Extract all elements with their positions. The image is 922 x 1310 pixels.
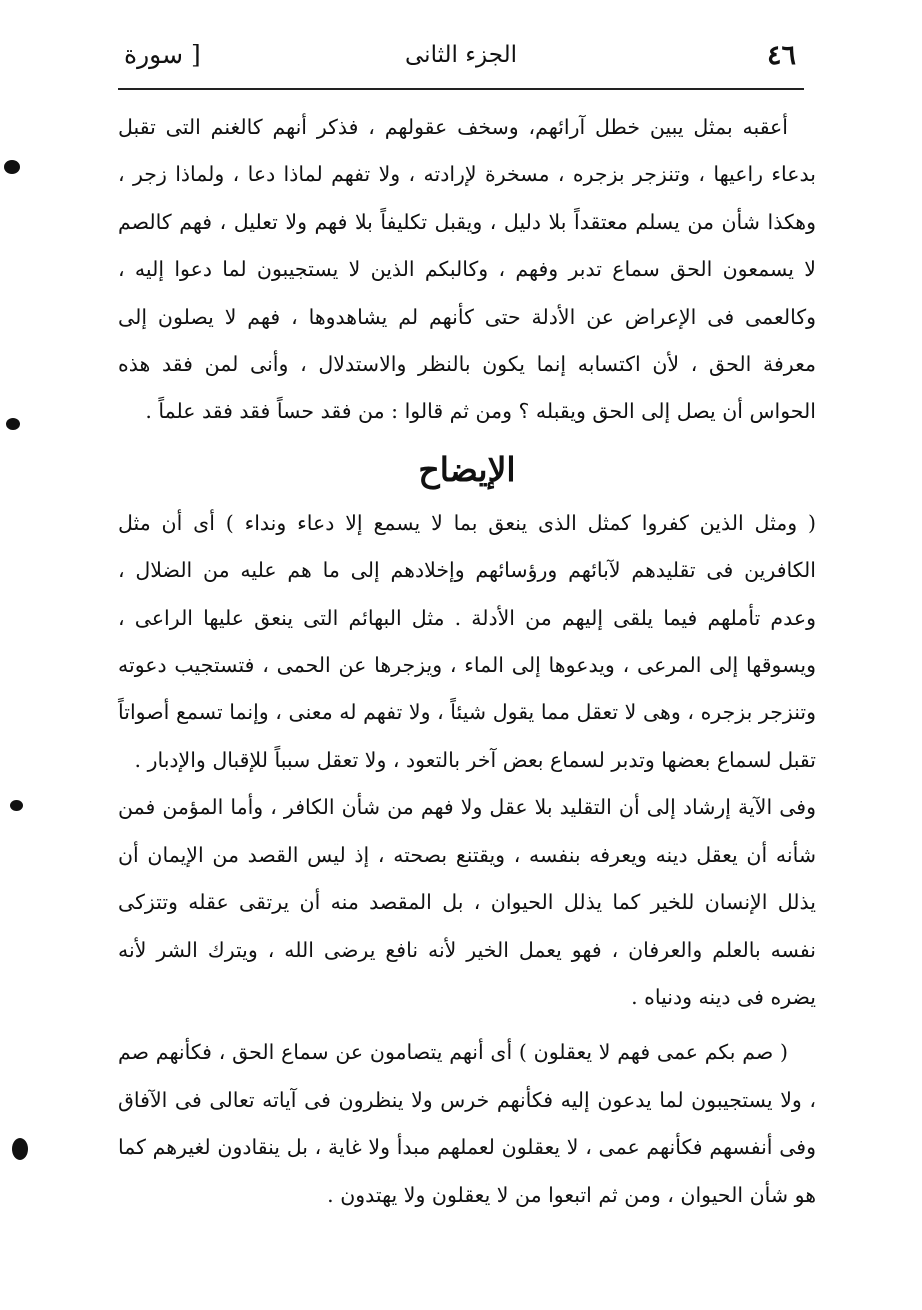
surah-label: [ سورة — [124, 40, 201, 69]
section-heading: الإيضاح — [418, 449, 516, 489]
header-rule — [118, 88, 804, 90]
intro-paragraph: أعقبه بمثل يبين خطل آرائهم، وسخف عقولهم ، فذكر أنهم كالغنم التى تقبل بدعاء راعيها ، وتنزجر بزجره ، مسخرة لإرادته ، ولا تفهم لماذا دعا ، ولماذا زجر ، وهكذا شأن من يسلم معتقداً بلا دليل ، ويقبل تكليفاً بلا فهم ولا تعليل ، فهم كالصم لا يسمعون الحق سماع تدبر وفهم ، وكالبكم الذين لا يستجيبون لما دعوا إليه ، وكالعمى فى الإعراض عن الأدلة حتى كأنهم لم يشاهدوها ، فهم لا يصلون إلى معرفة الحق ، لأن اكتسابه إنما يكون بالنظر والاستدلال ، وأنى لمن فقد هذه الحواس أن يصل إلى الحق ويقبله ؟ ومن ثم قالوا : من فقد حساً فقد فقد علماً . — [118, 115, 816, 424]
scan-blot — [6, 418, 20, 430]
scan-blot — [12, 1138, 28, 1160]
page-header — [118, 30, 804, 90]
page-body — [118, 104, 816, 1219]
explanation-paragraph-3: ( صم بكم عمى فهم لا يعقلون ) أى أنهم يتصامون عن سماع الحق ، فكأنهم صم ، ولا يستجيبون لما يدعون إليه فكأنهم خرس ولا ينظرون فى آياته تعالى فى الآفاق وفى أنفسهم فكأنهم عمى ، لا يعقلون لعملهم مبدأ ولا غاية ، بل ينقادون لغيرهم كما هو شأن الحيوان ، ومن ثم اتبعوا من لا يعقلون ولا يهتدون . — [118, 1040, 816, 1207]
explanation-paragraph-1: ( ومثل الذين كفروا كمثل الذى ينعق بما لا يسمع إلا دعاء ونداء ) أى أن مثل الكافرين فى تقليدهم لآبائهم ورؤسائهم وإخلادهم إلى ما هم عليه من الضلال ، وعدم تأملهم فيما يلقى إليهم من الأدلة . مثل البهائم التى ينعق عليها الراعى ، ويسوقها إلى المرعى ، ويدعوها إلى الماء ، ويزجرها عن الحمى ، فتستجيب دعوته وتنزجر بزجره ، وهى لا تعقل مما يقول شيئاً ، ولا تفهم له معنى ، وإنما تسمع أصواتاً تقبل لسماع بعضها وتدبر لسماع بعض آخر بالتعود ، ولا تعقل سبباً للإقبال والإدبار . — [118, 510, 816, 772]
paragraph-gap — [118, 1021, 816, 1029]
part-title: الجزء الثانى — [405, 42, 517, 68]
page-number: ٤٦ — [766, 40, 796, 71]
explanation-paragraph-2: وفى الآية إرشاد إلى أن التقليد بلا عقل ولا فهم من شأن الكافر ، وأما المؤمن فمن شأنه أن يعقل دينه ويعرفه بنفسه ، ويقتنع بصحته ، إذ ليس القصد من الإيمان أن يذلل الإنسان للخير كما يذلل الحيوان ، بل المقصد منه أن يرتقى عقله وتتزكى نفسه بالعلم والعرفان ، فهو يعمل الخير لأنه نافع يرضى الله ، ويترك الشر لأنه يضره فى دينه ودنياه . — [118, 795, 816, 1009]
scan-blot — [4, 160, 20, 174]
scan-blot — [10, 800, 23, 811]
